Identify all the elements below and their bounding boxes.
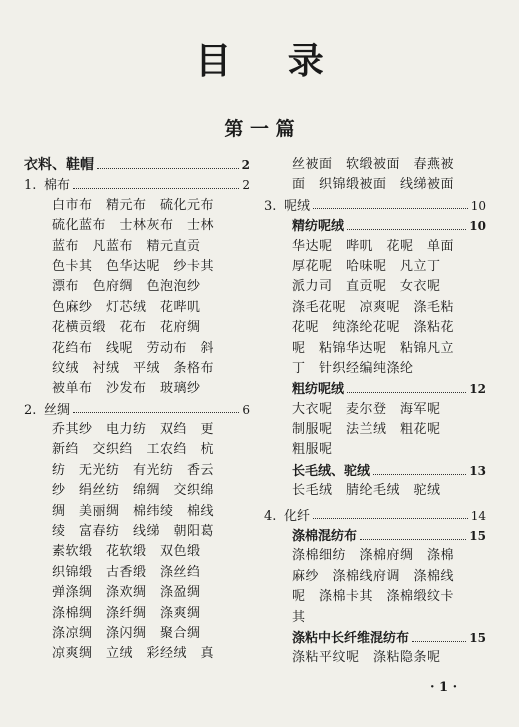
toc-items-line: 大衣呢 麦尔登 海军呢: [292, 401, 441, 417]
toc-category[interactable]: 衣料、鞋帽 2: [24, 157, 250, 173]
toc-items-line: 蓝布 凡蓝布 精元直贡: [52, 238, 201, 254]
toc-items-line: 素软缎 花软缎 双色缎: [52, 544, 201, 560]
toc-items-line: 粗服呢: [292, 442, 333, 458]
toc-items-line: 花绉布 线呢 劳动布 斜: [52, 340, 215, 356]
toc-items-line: 漂布 色府绸 色泡泡纱: [52, 279, 201, 295]
toc-section-cotton[interactable]: 1. 棉布 2: [24, 178, 250, 194]
toc-section-silk[interactable]: 2. 丝绸 6: [24, 402, 250, 418]
toc-items-line: 面 织锦缎被面 线绨被面: [292, 177, 455, 193]
toc-items-line: 被单布 沙发布 玻璃纱: [52, 381, 201, 397]
toc-subsection[interactable]: 涤粘中长纤维混纺布 15: [292, 630, 486, 646]
toc-items-line: 丝被面 软缎被面 春燕被: [292, 157, 455, 172]
toc-items-line: 织锦缎 古香缎 涤丝绉: [52, 564, 201, 580]
toc-items-line: 纹绒 衬绒 平绒 条格布: [52, 360, 215, 376]
toc-items-line: 绫 富春纺 线绨 朝阳葛: [52, 524, 215, 540]
toc-items-line: 色卡其 色华达呢 纱卡其: [52, 258, 215, 274]
toc-items-line: 凉爽绸 立绒 彩经绒 真: [52, 646, 215, 662]
toc-items-line: 长毛绒 腈纶毛绒 驼绒: [292, 483, 441, 499]
toc-items-line: 硫化蓝布 士林灰布 士林: [52, 218, 215, 234]
toc-section-woolen[interactable]: 3. 呢绒 10: [264, 198, 486, 214]
toc-items-line: 色麻纱 灯芯绒 花哔叽: [52, 299, 201, 315]
toc-items-line: 弹涤绸 涤欢绸 涤盈绸: [52, 585, 201, 601]
toc-items-line: 涤棉绸 涤纤绸 涤爽绸: [52, 605, 201, 621]
toc-items-line: 麻纱 涤棉线府调 涤棉线: [292, 568, 455, 584]
toc-items-line: 涤凉绸 涤闪绸 聚合绸: [52, 625, 201, 641]
toc-items-line: 涤棉细纺 涤棉府绸 涤棉: [292, 548, 455, 564]
toc-subsection[interactable]: 粗纺呢绒 12: [292, 382, 486, 398]
toc-items-line: 纺 无光纺 有光纺 香云: [52, 462, 215, 478]
toc-items-line: 丁 针织经编纯涤纶: [292, 360, 414, 376]
page-title: 目 录: [195, 39, 346, 82]
toc-subsection[interactable]: 长毛绒、驼绒 13: [292, 463, 486, 479]
section-title: 第 一 篇: [224, 117, 295, 140]
toc-items-line: 白市布 精元布 硫化元布: [52, 197, 215, 213]
toc-items-line: 涤毛花呢 凉爽呢 涤毛粘: [292, 299, 455, 315]
toc-section-chemical-fiber[interactable]: 4. 化纤 14: [264, 508, 486, 524]
toc-items-line: 呢 粘锦华达呢 粘锦凡立: [292, 340, 455, 356]
toc-left-column: [24, 155, 250, 665]
toc-items-line: 纱 绢丝纺 绵绸 交织绵: [52, 483, 215, 499]
toc-subsection[interactable]: 精纺呢绒 10: [292, 219, 486, 235]
toc-items-line: 派力司 直贡呢 女衣呢: [292, 279, 441, 295]
toc-items-line: 制服呢 法兰绒 粗花呢: [292, 422, 441, 438]
toc-items-line: 厚花呢 哈味呢 凡立丁: [292, 258, 441, 274]
toc-items-line: 涤粘平纹呢 涤粘隐条呢: [292, 650, 441, 666]
toc-items-line: 花呢 纯涤纶花呢 涤粘花: [292, 320, 455, 336]
toc-subsection[interactable]: 涤棉混纺布 15: [292, 529, 486, 545]
toc-items-line: 呢 涤棉卡其 涤棉缎纹卡: [292, 589, 455, 605]
toc-items-line: 花横贡缎 花布 花府绸: [52, 320, 201, 336]
toc-items-line: 其: [292, 609, 306, 625]
page-number: · 1 ·: [430, 680, 458, 695]
toc-items-line: 绸 美丽绸 棉纬绫 棉线: [52, 503, 215, 519]
toc-items-line: 华达呢 哔叽 花呢 单面: [292, 238, 455, 254]
toc-items-line: 乔其纱 电力纺 双绉 更: [52, 422, 215, 438]
toc-right-column: [264, 155, 486, 669]
toc-items-line: 新绉 交织绉 工农绉 杭: [52, 442, 215, 458]
